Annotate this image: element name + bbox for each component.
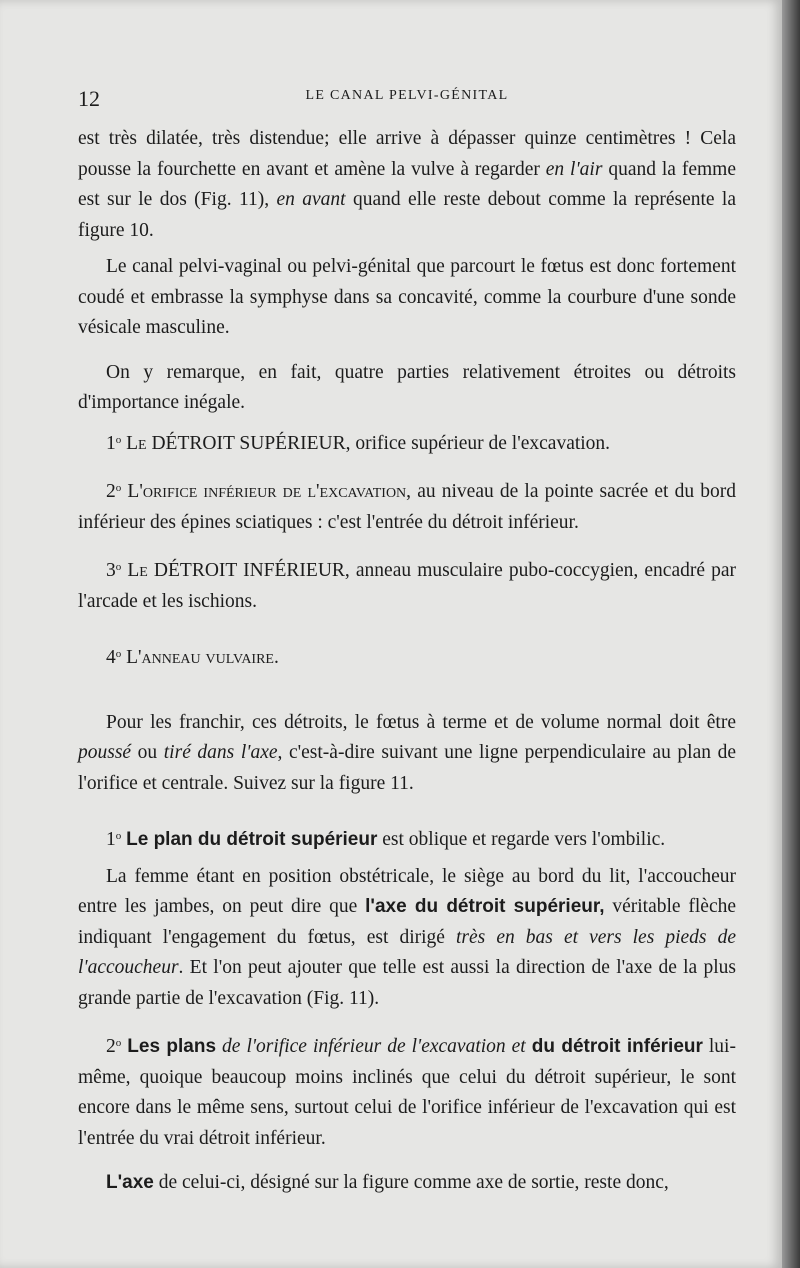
list-item-2 xyxy=(78,473,736,538)
page-edge-shadow xyxy=(782,0,800,1268)
bold-run: Le plan du détroit supérieur xyxy=(126,829,378,850)
ordinal-suffix: o xyxy=(115,482,122,494)
small-caps-run: Le xyxy=(126,432,147,454)
text-run: . Et l'on peut ajouter que telle est aussi la direction de l'axe de la plus grande partie de l'excavation (Fig. 11). xyxy=(78,957,736,1009)
text-run: La femme étant en position obstétricale, le siège au bord du lit, l'accoucheur entre les jambes, on peut dire que xyxy=(78,865,736,917)
ordinal-suffix: o xyxy=(115,561,122,573)
ordinal-number: 1 xyxy=(106,432,116,454)
ordinal-suffix: o xyxy=(115,830,122,842)
text-run: ou xyxy=(131,742,164,763)
paragraph-5 xyxy=(78,821,736,856)
paragraph-6 xyxy=(78,862,736,1015)
text-run: lui-même, quoique beaucoup moins inclinés que celui du détroit supérieur, le sont encore dans le même sens, surtout celui de l'orifice inférieur de l'excavation qui est l'entrée du vrai détroit inférieur. xyxy=(78,1036,736,1149)
list-item-1 xyxy=(78,425,736,460)
ordinal-suffix: o xyxy=(115,433,122,446)
running-head: LE CANAL PELVI-GÉNITAL xyxy=(305,88,509,103)
text-run: , c'est-à-dire suivant une ligne perpendiculaire au plan de l'orifice et centrale. Suivez sur la figure 11. xyxy=(78,742,736,794)
text-run: est oblique et regarde vers l'ombilic. xyxy=(377,829,666,850)
ordinal-suffix: o xyxy=(115,1037,122,1049)
italic-run: en l'air xyxy=(545,158,603,180)
paragraph-7 xyxy=(78,1028,736,1154)
ordinal-number: 1 xyxy=(106,829,116,850)
page-header xyxy=(78,84,736,114)
text-run: , anneau musculaire pubo-coccygien, encadré par l'arcade et les ischions. xyxy=(78,560,736,612)
small-caps-run: Le xyxy=(127,560,148,581)
text-run: quand elle reste debout comme la représente la figure 10. xyxy=(78,189,737,241)
italic-run: en avant xyxy=(276,189,346,210)
ordinal-number: 3 xyxy=(106,560,116,581)
caps-run: DÉTROIT INFÉRIEUR xyxy=(147,560,345,581)
paragraph-2: Le canal pelvi-vaginal ou pelvi-génital que parcourt le fœtus est donc fortement coudé et embrasse la symphyse dans sa concavité, comme la courbure d'une sonde vésicale masculine. xyxy=(78,256,736,338)
ordinal-suffix: o xyxy=(115,648,122,660)
ordinal-number: 2 xyxy=(106,1036,116,1057)
list-item-3 xyxy=(78,552,736,617)
text-run: véritable flèche indiquant l'engagement du fœtus, est dirigé xyxy=(78,896,737,948)
paragraph-3: On y remarque, en fait, quatre parties relativement étroites ou détroits d'importance inégale. xyxy=(78,361,736,413)
italic-run: poussé xyxy=(78,742,132,763)
bold-run: Les plans xyxy=(127,1036,217,1057)
text-run: de celui-ci, désigné sur la figure comme axe de sortie, reste donc, xyxy=(153,1172,669,1193)
italic-run: très en bas et vers les pieds de l'accoucheur xyxy=(78,926,736,978)
italic-run: tiré dans l'axe xyxy=(163,742,278,763)
text-run: quand la femme est sur le dos (Fig. 11), xyxy=(78,158,736,210)
text-run: , au niveau de la pointe sacrée et du bord inférieur des épines sciatiques : c'est l'entrée du détroit inférieur. xyxy=(78,481,736,533)
text-run: Pour les franchir, ces détroits, le fœtus à terme et de volume normal doit être xyxy=(106,711,736,733)
caps-run: DÉTROIT SUPÉRIEUR xyxy=(146,432,346,454)
paragraph-1 xyxy=(78,124,736,246)
text-run: est très dilatée, très distendue; elle arrive à dépasser quinze centimètres ! Cela pousse la fourchette en avant et amène la vulve à regarder xyxy=(78,128,736,180)
bold-run: du détroit inférieur xyxy=(531,1036,703,1057)
page-number: 12 xyxy=(78,86,100,111)
italic-run: de l'orifice inférieur de l'excavation et xyxy=(216,1036,532,1057)
page-body xyxy=(78,124,736,1199)
bold-run: l'axe du détroit supérieur, xyxy=(365,896,605,917)
small-caps-run: L'orifice inférieur de l'excavation xyxy=(127,481,407,502)
small-caps-run: L'anneau vulvaire. xyxy=(126,647,279,668)
text-run: , orifice supérieur de l'excavation. xyxy=(345,432,611,454)
paragraph-4 xyxy=(78,708,736,800)
bold-run: L'axe xyxy=(106,1172,154,1193)
ordinal-number: 4 xyxy=(106,647,116,668)
list-item-4 xyxy=(78,639,736,674)
paragraph-8 xyxy=(78,1168,736,1199)
ordinal-number: 2 xyxy=(106,481,116,502)
